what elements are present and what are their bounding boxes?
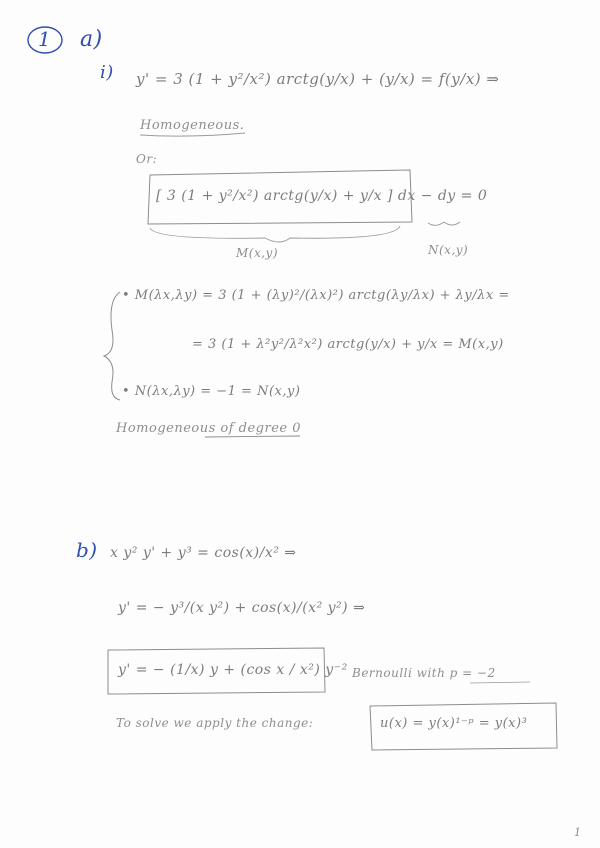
checks-curly-brace xyxy=(104,292,120,400)
bernoulli-note: Bernoulli with p = −2 xyxy=(352,666,496,680)
part-b-equation: x y² y' + y³ = cos(x)/x² ⇒ xyxy=(110,545,297,561)
part-a-label: a) xyxy=(80,27,103,52)
m-underbrace xyxy=(150,226,400,242)
differential-form: [ 3 (1 + y²/x²) arctg(y/x) + y/x ] dx − dy = 0 xyxy=(156,188,488,204)
m-homogeneity-check-line2: = 3 (1 + λ²y²/λ²x²) arctg(y/x) + y/x = M(x,y) xyxy=(192,337,504,352)
p-value-underline xyxy=(470,682,530,683)
n-underbrace xyxy=(428,222,460,225)
change-formula: u(x) = y(x)¹⁻ᵖ = y(x)³ xyxy=(380,716,528,731)
homogeneity-conclusion: Homogeneous of degree 0 xyxy=(116,421,302,436)
part-b-label: b) xyxy=(76,538,98,562)
item-i-label: i) xyxy=(100,62,114,83)
m-label: M(x,y) xyxy=(236,246,279,260)
m-homogeneity-check-line1: • M(λx,λy) = 3 (1 + (λy)²/(λx)²) arctg(λy/λx) + λy/λx = xyxy=(122,288,510,303)
n-homogeneity-check: • N(λx,λy) = −1 = N(x,y) xyxy=(122,384,301,399)
homogeneous-underline xyxy=(140,133,245,136)
bernoulli-form: y' = − (1/x) y + (cos x / x²) y⁻² xyxy=(118,662,348,678)
conclusion-underline xyxy=(205,436,300,437)
problem-number: 1 xyxy=(38,27,52,51)
equation-line: y' = 3 (1 + y²/x²) arctg(y/x) + (y/x) = f(y/x) ⇒ xyxy=(136,70,500,88)
part-b-rearranged: y' = − y³/(x y²) + cos(x)/(x² y²) ⇒ xyxy=(118,600,366,616)
homogeneous-note: Homogeneous. xyxy=(140,118,245,133)
change-instruction: To solve we apply the change: xyxy=(116,716,314,730)
page-number: 1 xyxy=(574,826,582,839)
n-label: N(x,y) xyxy=(428,243,469,257)
or-label: Or: xyxy=(136,152,158,166)
